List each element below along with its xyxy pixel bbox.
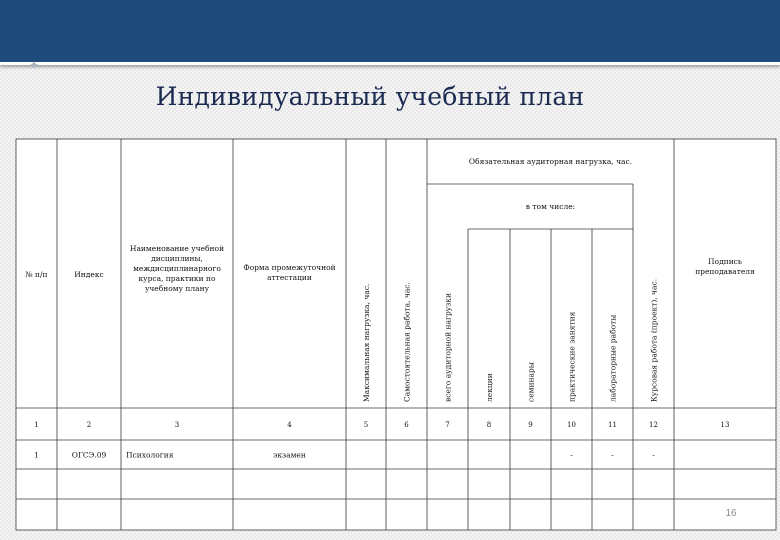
col-number: 2: [86, 421, 92, 429]
col-header-total-aud: всего аудиторной нагрузки: [443, 293, 453, 402]
table-cell: 1: [34, 450, 39, 460]
col-number: 3: [174, 421, 180, 429]
col-number: 6: [404, 421, 409, 429]
col-number: 5: [363, 421, 369, 429]
col-header-signature: Подпись преподавателя: [695, 257, 755, 276]
col-header-self-work: Самостоятельная работа, час.: [402, 282, 412, 402]
table-grid: [16, 139, 776, 530]
table-cell: Психология: [126, 450, 174, 460]
col-header-lectures: лекции: [485, 373, 494, 402]
col-number: 13: [720, 421, 730, 429]
page-title: Индивидуальный учебный план: [155, 82, 585, 111]
col-header-attestation: Форма промежуточной аттестации: [243, 263, 336, 282]
col-header-coursework: Курсовая работа (проект), час.: [649, 278, 659, 402]
corner-logo-icon: ✦: [28, 58, 40, 72]
group-header: Обязательная аудиторная нагрузка, час.: [468, 157, 633, 166]
table-cell: -: [611, 450, 614, 460]
col-header-max-load: Максимальная нагрузка, час.: [362, 283, 371, 402]
col-header-discipline: Наименование учебной дисциплины, междисциплинарного курса, практики по учебному плану: [129, 244, 225, 293]
slide-number: 16: [725, 508, 737, 519]
col-header-seminars: семинары: [526, 362, 536, 402]
col-number: 1: [34, 421, 39, 429]
table-cell: ОГСЭ.09: [71, 450, 107, 460]
table-cell: -: [652, 450, 655, 460]
col-number: 9: [528, 421, 533, 429]
col-header-practical: практические занятия: [567, 311, 577, 402]
col-number: 10: [567, 421, 576, 429]
col-number: 4: [287, 421, 292, 429]
col-number: 11: [608, 421, 617, 429]
col-header-laboratory: лабораторные работы: [608, 314, 618, 402]
col-number: 12: [649, 421, 658, 429]
subgroup-header: в том числе:: [525, 202, 576, 211]
col-header-number: № п/п: [25, 270, 48, 279]
table-cell: -: [570, 450, 573, 460]
col-header-index: Индекс: [74, 270, 104, 279]
col-number: 8: [486, 421, 492, 429]
table-cell: экзамен: [273, 450, 306, 460]
col-number: 7: [445, 421, 450, 429]
